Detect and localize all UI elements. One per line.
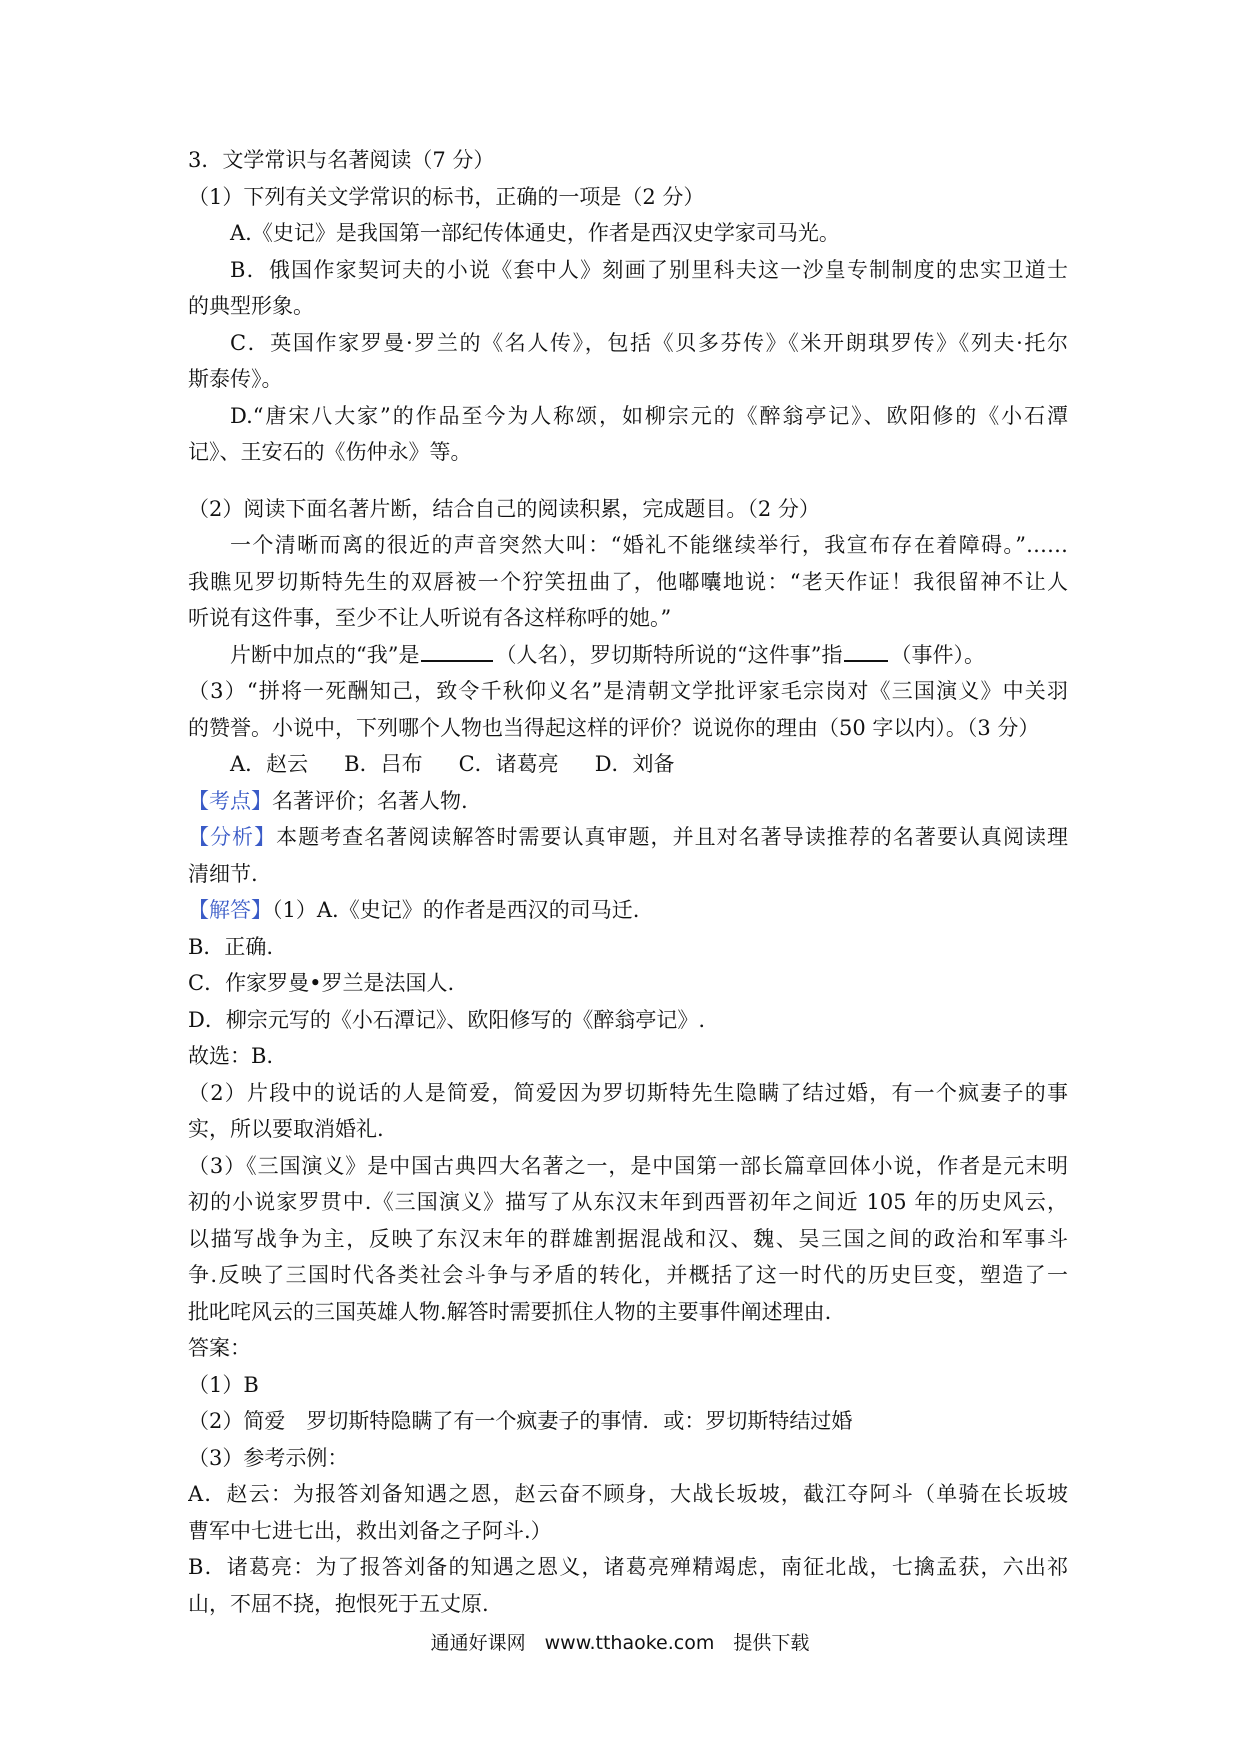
jieda-line7: 实，所以要取消婚礼. [188,1117,384,1141]
jieda-line8: （3）《三国演义》是中国古典四大名著之一，是中国第一部长篇章回体小说，作者是元末明 [188,1153,1068,1178]
q2-passage-line2: 我瞧见罗切斯特先生的双唇被一个狞笑扭曲了，他嘟囔地说：“老天作证！我很留神不让人 [188,569,1068,594]
jieda-row [188,892,1068,929]
answer-2: （2）简爱 罗切斯特隐瞒了有一个疯妻子的事情．或：罗切斯特结过婚 [188,1409,853,1433]
fenxi-text-line2: 清细节. [188,861,258,886]
q1-option-c-line1: C．英国作家罗曼·罗兰的《名人传》，包括《贝多芬传》《米开朗琪罗传》《列夫·托尔 [230,330,1068,355]
fenxi-row [188,819,1068,856]
answer-example-a-line2: 曹军中七进七出，救出刘备之子阿斗.） [188,1518,552,1543]
q3-options [188,746,1068,783]
q2-passage-line1: 一个清晰而离的很近的声音突然大叫：“婚礼不能继续举行，我宣布存在着障碍。”…… [230,533,1068,557]
q3-option-a: A．赵云 [230,752,309,776]
jieda-line12: 批叱咤风云的三国英雄人物.解答时需要抓住人物的主要事件阐述理由. [188,1299,832,1324]
answer-blank-event [844,659,888,662]
q3-option-b: B．吕布 [344,752,423,776]
spacer [188,471,1068,491]
answer-label: 答案： [188,1336,251,1360]
answer-blank-name [421,659,493,662]
jieda-line9: 初的小说家罗贯中.《三国演义》描写了从东汉末年到西晋初年之间近 105 年的历史风云， [188,1190,1068,1214]
q2-fill-part3: （事件）。 [890,642,985,667]
fenxi-tag: 【分析】 [188,825,277,849]
q3-option-d: D．刘备 [594,752,675,776]
q3-stem-line1: （3）“拼将一死酬知己，致令千秋仰义名”是清朝文学批评家毛宗岗对《三国演义》中关羽 [188,679,1068,703]
page-footer: 通通好课网 www.tthaoke.com 提供下载 [430,1632,810,1654]
jieda-line5: 故选：B. [188,1044,274,1068]
jieda-line11: 争.反映了三国时代各类社会斗争与矛盾的转化，并概括了这一时代的历史巨变，塑造了一 [188,1263,1068,1287]
q3-option-c: C．诸葛亮 [458,752,559,776]
q2-fill-in [188,637,1068,674]
q3-stem-line2: 的赞誉。小说中，下列哪个人物也当得起这样的评价？说说你的理由（50 字以内）。（3 分） [188,715,1040,740]
q1-option-b-line1: B．俄国作家契诃夫的小说《套中人》刻画了别里科夫这一沙皇专制制度的忠实卫道士 [230,257,1068,282]
answer-example-b-line2: 山，不屈不挠，抱恨死于五丈原. [188,1591,489,1616]
jieda-line2: B．正确. [188,934,274,959]
q1-option-b-line2: 的典型形象。 [188,294,314,318]
q2-fill-part1: 片断中加点的“我”是 [230,642,420,667]
q1-stem: （1）下列有关文学常识的标书，正确的一项是（2 分） [188,184,705,209]
jieda-tag: 【解答】 [188,898,272,922]
kaodian-row [188,783,1068,820]
fenxi-text-line1: 本题考查名著阅读解答时需要认真审题，并且对名著导读推荐的名著要认真阅读理 [276,825,1068,849]
q1-option-c-line2: 斯泰传》。 [188,367,283,391]
q2-stem: （2）阅读下面名著片断，结合自己的阅读积累，完成题目。（2 分） [188,496,820,521]
q1-option-d-line2: 记》、王安石的《伤仲永》等。 [188,440,472,464]
q1-option-d-line1: D.“唐宋八大家”的作品至今为人称颂，如柳宗元的《醉翁亭记》、欧阳修的《小石潭 [230,403,1068,428]
answer-1: （1）B [188,1372,259,1397]
jieda-line1: （1）A.《史记》的作者是西汉的司马迁. [272,898,640,922]
q2-passage-line3: 听说有这件事，至少不让人听说有各这样称呼的她。” [188,606,672,630]
section-title: 3．文学常识与名著阅读（7 分） [188,148,495,172]
jieda-line10: 以描写战争为主，反映了东汉末年的群雄割据混战和汉、魏、吴三国之间的政治和军事斗 [188,1226,1068,1251]
jieda-line4: D．柳宗元写的《小石潭记》、欧阳修写的《醉翁亭记》. [188,1007,706,1032]
kaodian-text: 名著评价；名著人物. [272,788,468,813]
answer-3: （3）参考示例： [188,1445,349,1470]
jieda-line6: （2）片段中的说话的人是简爱，简爱因为罗切斯特先生隐瞒了结过婚，有一个疯妻子的事 [188,1080,1068,1105]
answer-example-a-line1: A．赵云：为报答刘备知遇之恩，赵云奋不顾身，大战长坂坡，截江夺阿斗（单骑在长坂坡 [188,1482,1068,1506]
kaodian-tag: 【考点】 [188,788,272,813]
jieda-line3: C．作家罗曼•罗兰是法国人. [188,971,455,995]
q1-option-a: A.《史记》是我国第一部纪传体通史，作者是西汉史学家司马光。 [230,221,840,245]
q2-fill-part2: （人名），罗切斯特所说的“这件事”指 [495,642,843,667]
answer-example-b-line1: B．诸葛亮：为了报答刘备的知遇之恩义，诸葛亮殚精竭虑，南征北战，七擒孟获，六出祁 [188,1555,1068,1579]
document-body [188,142,1068,1622]
